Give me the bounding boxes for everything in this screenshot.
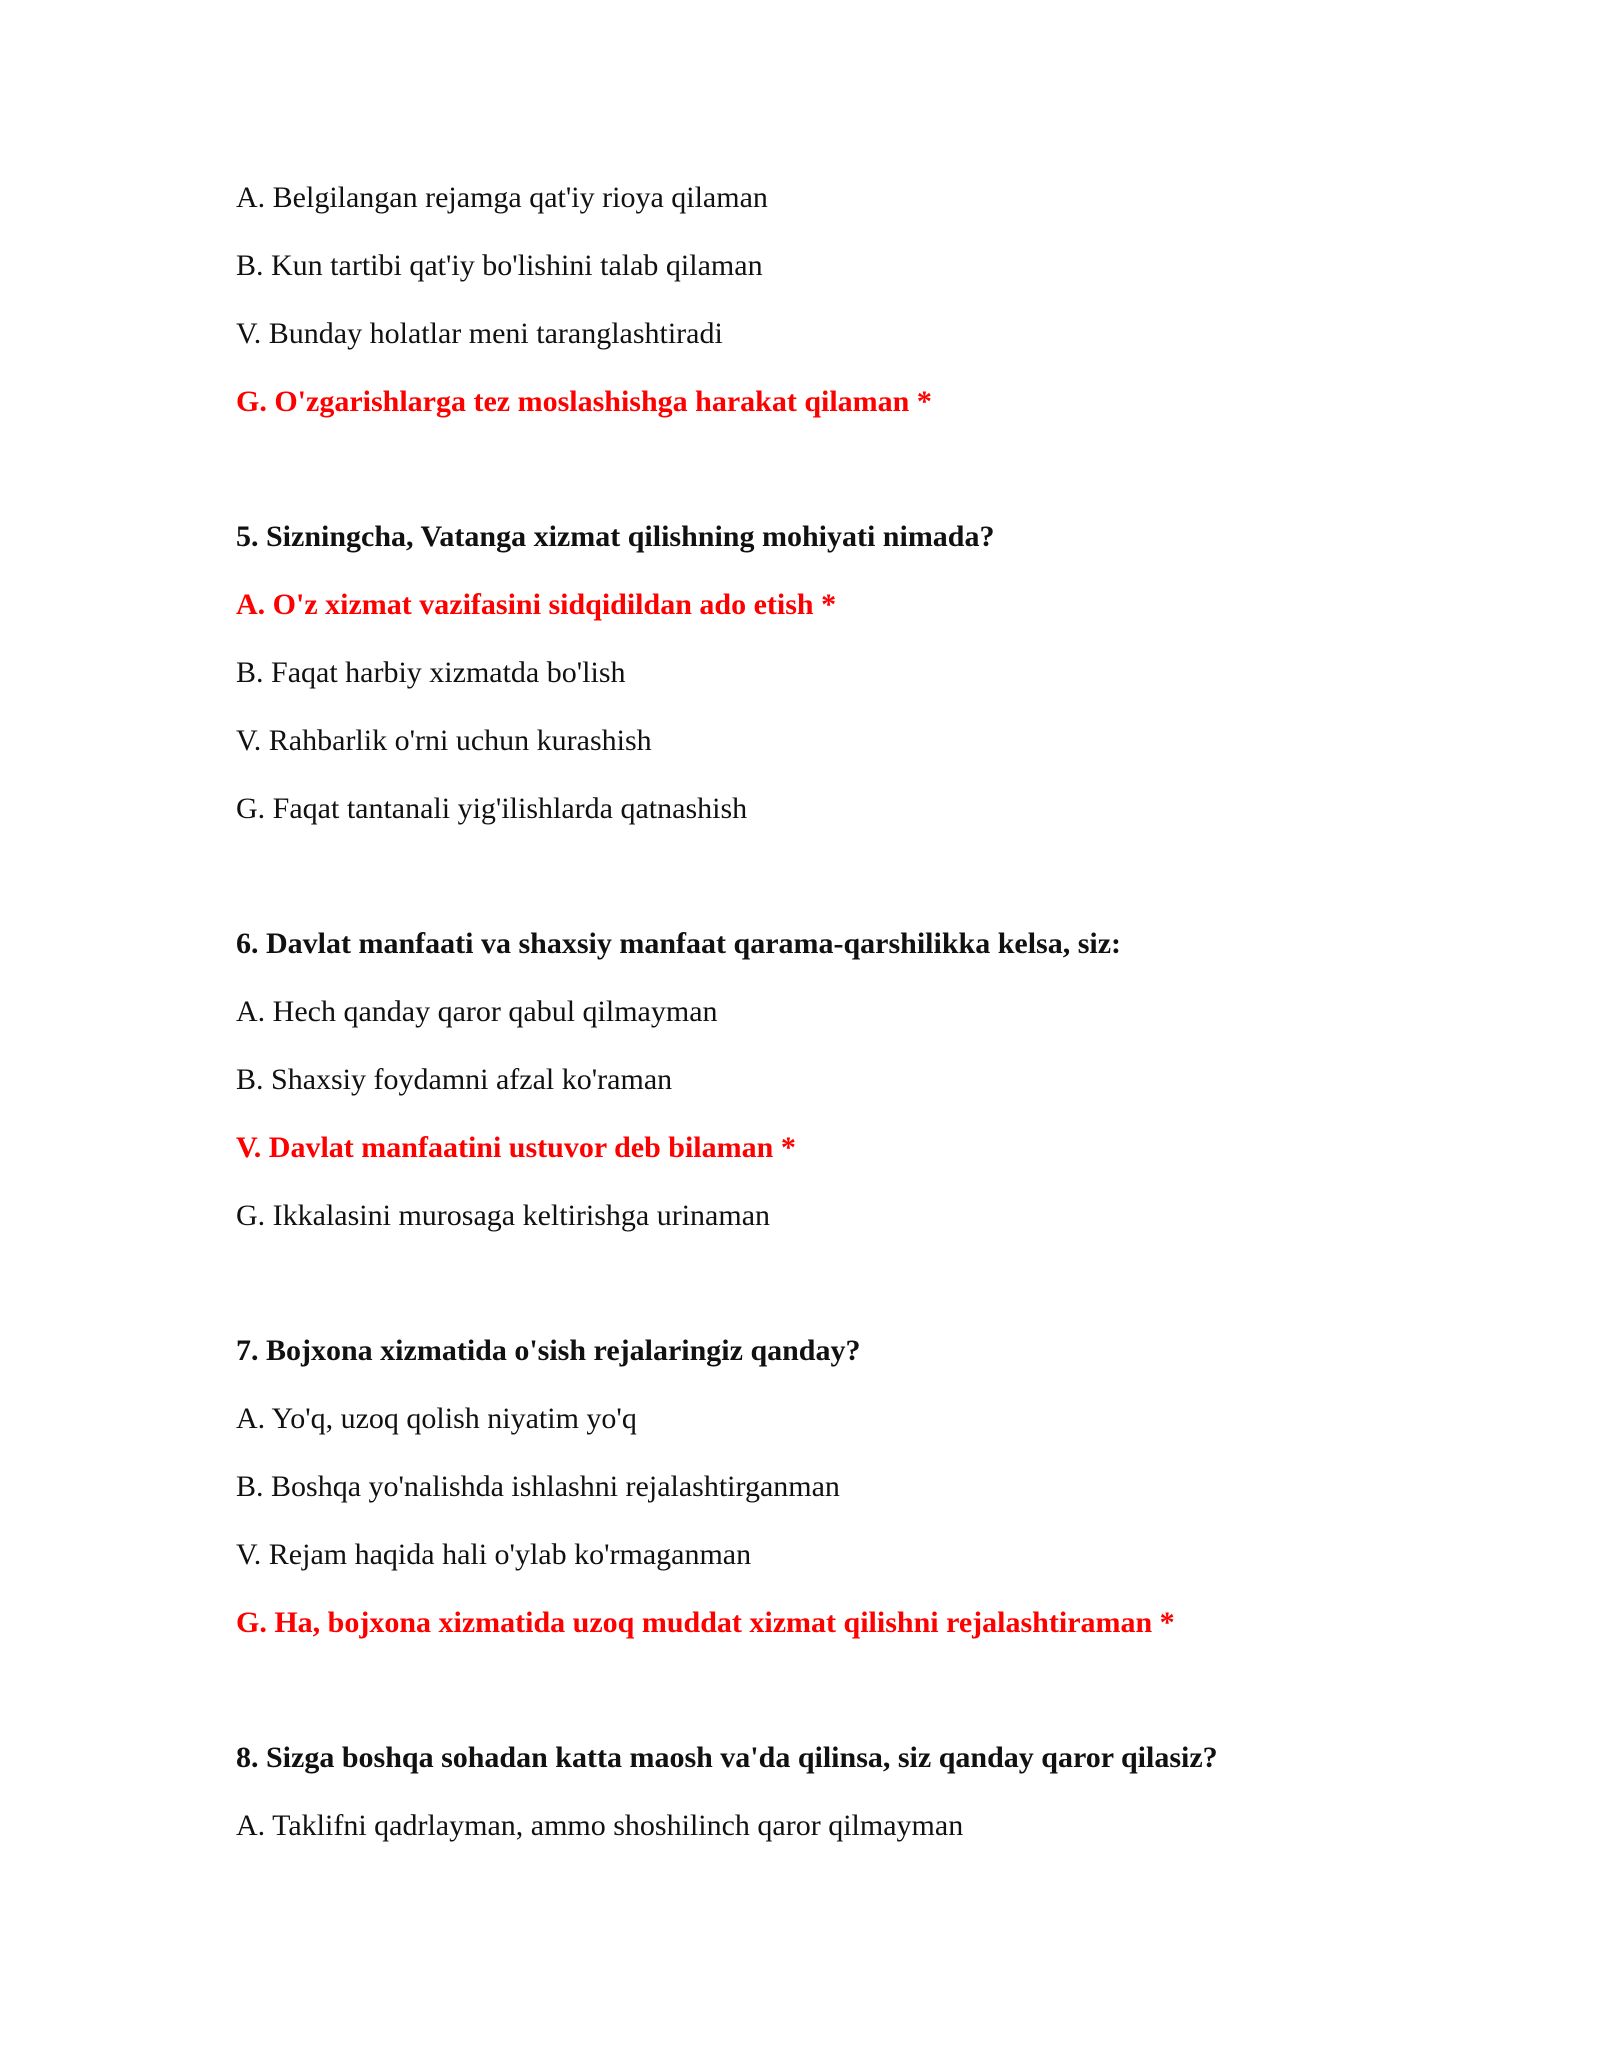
option-7g-correct: G. Ha, bojxona xizmatida uzoq muddat xizmat qilishni rejalashtiraman *	[236, 1606, 1175, 1639]
option-7b: B. Boshqa yo'nalishda ishlashni rejalashtirganman	[236, 1470, 840, 1503]
option-4v: V. Bunday holatlar meni taranglashtiradi	[236, 317, 723, 350]
option-4a: A. Belgilangan rejamga qat'iy rioya qilaman	[236, 181, 768, 214]
option-6v-correct: V. Davlat manfaatini ustuvor deb bilaman *	[236, 1131, 796, 1164]
option-5v: V. Rahbarlik o'rni uchun kurashish	[236, 724, 652, 757]
quiz-content	[236, 180, 1436, 1876]
question-8-title: 8. Sizga boshqa sohadan katta maosh va'da qilinsa, siz qanday qaror qilasiz?	[236, 1741, 1218, 1774]
option-4b: B. Kun tartibi qat'iy bo'lishini talab qilaman	[236, 249, 763, 282]
option-6b: B. Shaxsiy foydamni afzal ko'raman	[236, 1063, 673, 1096]
option-6g: G. Ikkalasini murosaga keltirishga urinaman	[236, 1199, 771, 1232]
question-5-title: 5. Sizningcha, Vatanga xizmat qilishning mohiyati nimada?	[236, 520, 995, 553]
option-6a: A. Hech qanday qaror qabul qilmayman	[236, 995, 718, 1028]
option-7a: A. Yo'q, uzoq qolish niyatim yo'q	[236, 1402, 637, 1435]
option-4g-correct: G. O'zgarishlarga tez moslashishga harakat qilaman *	[236, 385, 932, 418]
question-7-title: 7. Bojxona xizmatida o'sish rejalaringiz qanday?	[236, 1334, 861, 1367]
option-5b: B. Faqat harbiy xizmatda bo'lish	[236, 656, 626, 689]
question-6-title: 6. Davlat manfaati va shaxsiy manfaat qarama-qarshilikka kelsa, siz:	[236, 927, 1122, 960]
option-7v: V. Rejam haqida hali o'ylab ko'rmaganman	[236, 1538, 752, 1571]
option-8a: A. Taklifni qadrlayman, ammo shoshilinch qaror qilmayman	[236, 1809, 964, 1842]
option-5g: G. Faqat tantanali yig'ilishlarda qatnashish	[236, 792, 748, 825]
option-5a-correct: A. O'z xizmat vazifasini sidqidildan ado etish *	[236, 588, 837, 621]
